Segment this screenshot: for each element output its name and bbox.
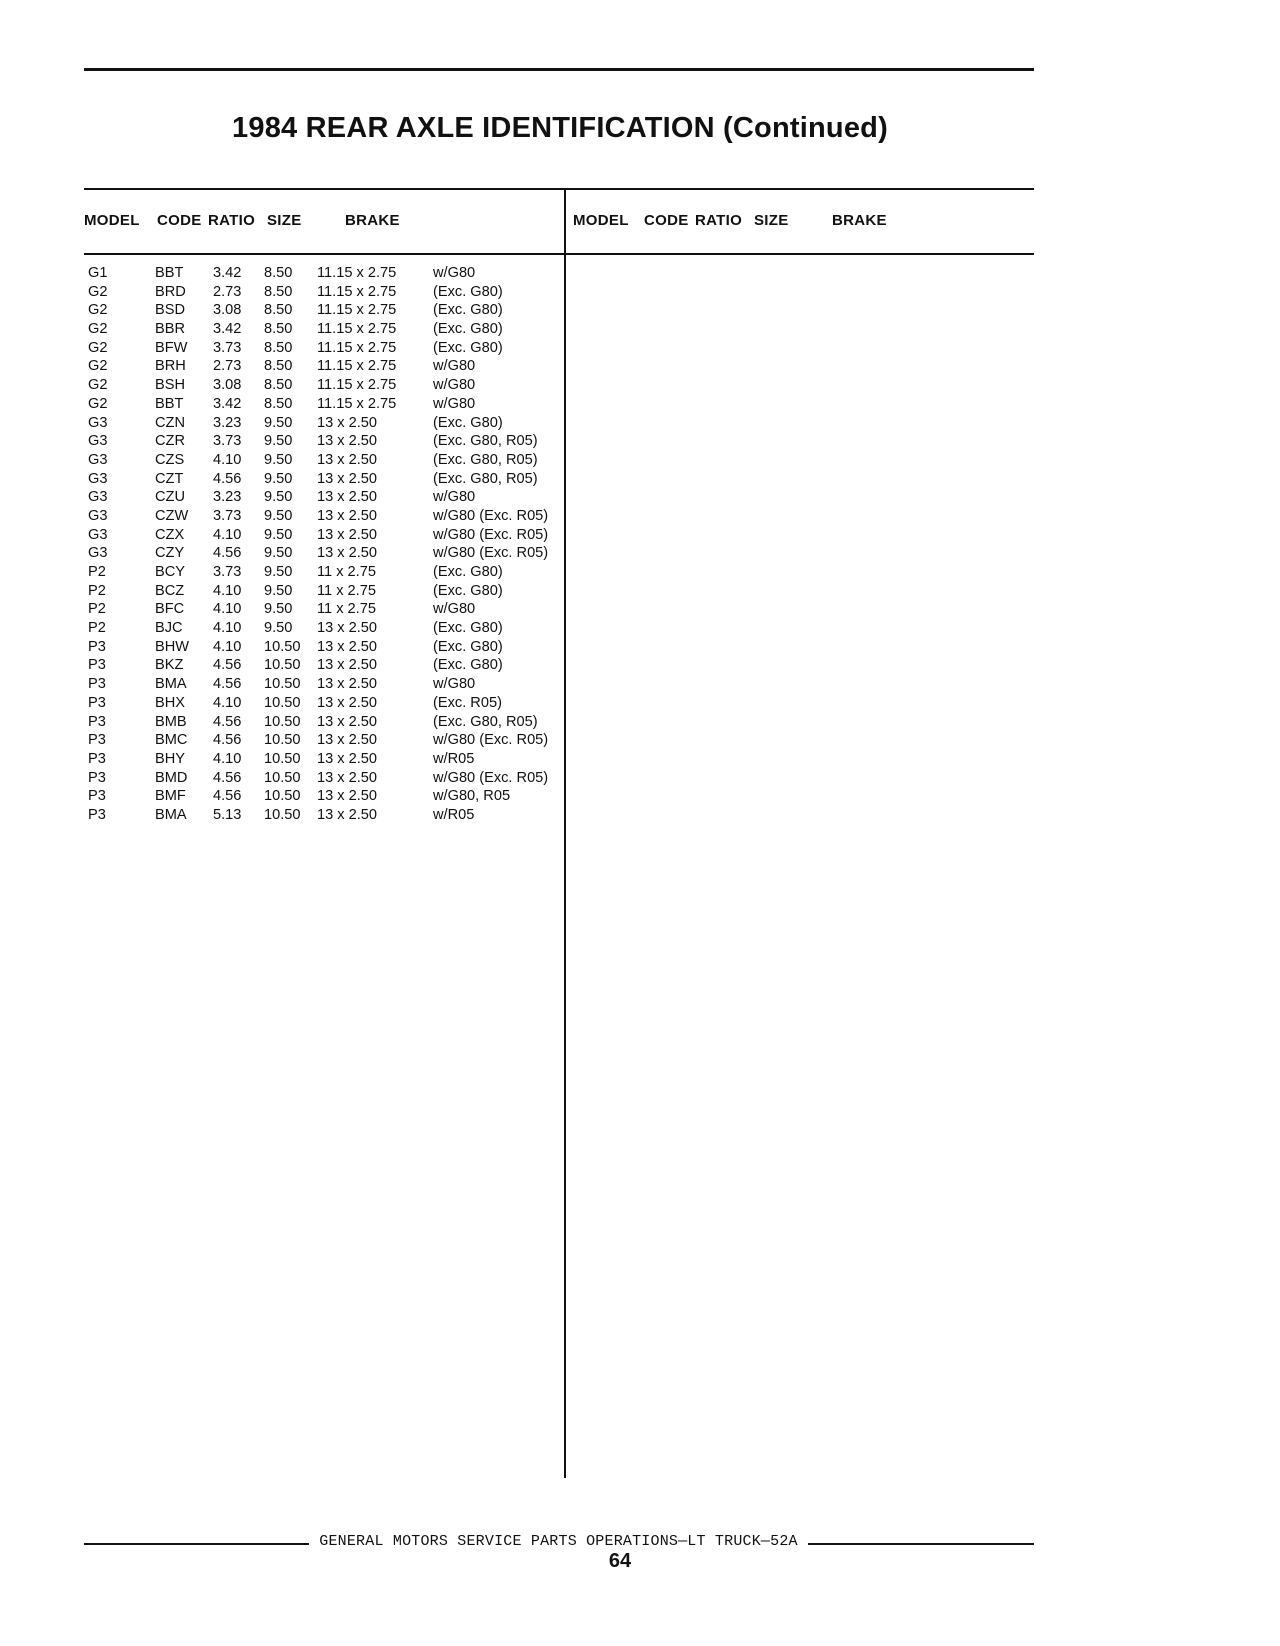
table-row bbox=[0, 582, 564, 601]
cell-size: 10.50 bbox=[264, 788, 301, 805]
table-row bbox=[0, 451, 564, 470]
cell-ratio: 4.10 bbox=[213, 582, 242, 599]
cell-brake: 13 x 2.50 bbox=[317, 676, 378, 693]
cell-code: BSD bbox=[155, 302, 186, 319]
table-row bbox=[0, 507, 564, 526]
cell-model: G2 bbox=[88, 358, 108, 375]
table-row bbox=[0, 264, 564, 283]
cell-ratio: 3.42 bbox=[213, 395, 242, 412]
cell-size: 9.50 bbox=[264, 451, 293, 468]
cell-note: w/G80 bbox=[433, 676, 476, 693]
cell-ratio: 4.56 bbox=[213, 676, 242, 693]
cell-model: P2 bbox=[88, 582, 106, 599]
cell-ratio: 4.56 bbox=[213, 545, 242, 562]
cell-brake: 13 x 2.50 bbox=[317, 788, 378, 805]
cell-code: BRH bbox=[155, 358, 186, 375]
cell-code: BMD bbox=[155, 769, 188, 786]
cell-code: BBR bbox=[155, 321, 186, 338]
cell-note: (Exc. G80) bbox=[433, 302, 503, 319]
cell-model: P2 bbox=[88, 620, 106, 637]
cell-size: 10.50 bbox=[264, 694, 301, 711]
cell-brake: 13 x 2.50 bbox=[317, 657, 378, 674]
cell-brake: 13 x 2.50 bbox=[317, 507, 378, 524]
cell-brake: 13 x 2.50 bbox=[317, 638, 378, 655]
cell-note: (Exc. G80) bbox=[433, 414, 503, 431]
table-header-rule bbox=[84, 253, 1034, 255]
cell-note: (Exc. G80) bbox=[433, 638, 503, 655]
cell-ratio: 3.73 bbox=[213, 433, 242, 450]
cell-code: BFW bbox=[155, 339, 188, 356]
cell-brake: 13 x 2.50 bbox=[317, 732, 378, 749]
footer-left-rule bbox=[84, 1543, 309, 1545]
table-row bbox=[0, 283, 564, 302]
page-title: 1984 REAR AXLE IDENTIFICATION (Continued) bbox=[232, 112, 888, 144]
right-header-size: SIZE bbox=[754, 212, 789, 229]
cell-model: P3 bbox=[88, 806, 106, 823]
footer-right-rule bbox=[808, 1543, 1034, 1545]
cell-size: 8.50 bbox=[264, 265, 293, 281]
cell-model: P3 bbox=[88, 788, 106, 805]
cell-model: P3 bbox=[88, 732, 106, 749]
cell-brake: 13 x 2.50 bbox=[317, 414, 378, 431]
cell-ratio: 4.56 bbox=[213, 769, 242, 786]
table-row bbox=[0, 769, 564, 788]
footer-text: GENERAL MOTORS SERVICE PARTS OPERATIONS—LT TRUCK—52A bbox=[319, 1533, 798, 1550]
cell-code: BHX bbox=[155, 694, 186, 711]
cell-ratio: 2.73 bbox=[213, 283, 242, 300]
cell-size: 8.50 bbox=[264, 358, 293, 375]
table-row bbox=[0, 376, 564, 395]
cell-brake: 13 x 2.50 bbox=[317, 451, 378, 468]
cell-note: w/R05 bbox=[433, 750, 475, 767]
cell-code: BHW bbox=[155, 638, 190, 655]
cell-code: BKZ bbox=[155, 657, 184, 674]
cell-ratio: 4.10 bbox=[213, 694, 242, 711]
cell-brake: 11.15 x 2.75 bbox=[317, 377, 397, 394]
cell-brake: 13 x 2.50 bbox=[317, 470, 378, 487]
cell-code: BMB bbox=[155, 713, 187, 730]
cell-note: (Exc. G80) bbox=[433, 564, 503, 580]
cell-code: BBT bbox=[155, 265, 184, 281]
cell-size: 10.50 bbox=[264, 732, 301, 749]
cell-brake: 11.15 x 2.75 bbox=[317, 358, 397, 375]
table-row bbox=[0, 563, 564, 582]
cell-note: w/G80 (Exc. R05) bbox=[433, 732, 549, 749]
left-header-size: SIZE bbox=[267, 212, 302, 229]
cell-model: G3 bbox=[88, 433, 108, 450]
cell-brake: 11.15 x 2.75 bbox=[317, 395, 397, 412]
cell-brake: 13 x 2.50 bbox=[317, 433, 378, 450]
cell-model: G3 bbox=[88, 470, 108, 487]
cell-code: BMC bbox=[155, 732, 188, 749]
cell-model: P3 bbox=[88, 676, 106, 693]
cell-brake: 11 x 2.75 bbox=[317, 601, 376, 618]
cell-note: w/G80 bbox=[433, 601, 476, 618]
cell-code: BFC bbox=[155, 601, 185, 618]
cell-code: BCZ bbox=[155, 582, 185, 599]
cell-model: G3 bbox=[88, 507, 108, 524]
cell-code: CZT bbox=[155, 470, 184, 487]
cell-ratio: 4.10 bbox=[213, 451, 242, 468]
cell-note: w/G80 bbox=[433, 358, 476, 375]
cell-ratio: 3.42 bbox=[213, 265, 242, 281]
page-number: 64 bbox=[608, 1550, 632, 1572]
table-row bbox=[0, 638, 564, 657]
cell-model: G2 bbox=[88, 321, 108, 338]
cell-note: (Exc. G80) bbox=[433, 339, 503, 356]
cell-code: BRD bbox=[155, 283, 186, 300]
cell-ratio: 3.73 bbox=[213, 339, 242, 356]
cell-model: G2 bbox=[88, 283, 108, 300]
cell-code: CZX bbox=[155, 526, 185, 543]
cell-brake: 11.15 x 2.75 bbox=[317, 339, 397, 356]
cell-brake: 13 x 2.50 bbox=[317, 750, 378, 767]
cell-note: (Exc. G80) bbox=[433, 620, 503, 637]
cell-brake: 13 x 2.50 bbox=[317, 545, 378, 562]
cell-ratio: 4.56 bbox=[213, 713, 242, 730]
table-row bbox=[0, 619, 564, 638]
cell-size: 9.50 bbox=[264, 526, 293, 543]
cell-code: BSH bbox=[155, 377, 186, 394]
cell-size: 8.50 bbox=[264, 377, 293, 394]
axle-table-rows bbox=[0, 264, 564, 825]
cell-model: G2 bbox=[88, 377, 108, 394]
cell-ratio: 3.23 bbox=[213, 414, 242, 431]
cell-note: (Exc. G80, R05) bbox=[433, 451, 538, 468]
cell-model: P3 bbox=[88, 694, 106, 711]
cell-model: G2 bbox=[88, 339, 108, 356]
cell-size: 9.50 bbox=[264, 582, 293, 599]
cell-model: P3 bbox=[88, 750, 106, 767]
cell-note: w/G80, R05 bbox=[433, 788, 511, 805]
cell-model: P3 bbox=[88, 769, 106, 786]
cell-note: w/G80 (Exc. R05) bbox=[433, 545, 549, 562]
cell-brake: 13 x 2.50 bbox=[317, 769, 378, 786]
right-header-model: MODEL bbox=[573, 212, 629, 229]
cell-brake: 13 x 2.50 bbox=[317, 713, 378, 730]
cell-size: 9.50 bbox=[264, 414, 293, 431]
cell-model: P3 bbox=[88, 638, 106, 655]
cell-ratio: 3.73 bbox=[213, 564, 242, 580]
table-row bbox=[0, 488, 564, 507]
cell-model: P2 bbox=[88, 564, 106, 580]
cell-model: G2 bbox=[88, 302, 108, 319]
table-row bbox=[0, 526, 564, 545]
cell-brake: 11.15 x 2.75 bbox=[317, 321, 397, 338]
cell-note: w/G80 bbox=[433, 377, 476, 394]
cell-note: w/G80 (Exc. R05) bbox=[433, 526, 549, 543]
cell-code: BHY bbox=[155, 750, 186, 767]
table-row bbox=[0, 544, 564, 563]
table-row bbox=[0, 694, 564, 713]
cell-note: (Exc. G80) bbox=[433, 582, 503, 599]
cell-model: G3 bbox=[88, 545, 108, 562]
column-divider bbox=[564, 188, 566, 1478]
table-row bbox=[0, 787, 564, 806]
cell-size: 10.50 bbox=[264, 657, 301, 674]
cell-size: 8.50 bbox=[264, 283, 293, 300]
cell-ratio: 2.73 bbox=[213, 358, 242, 375]
cell-brake: 13 x 2.50 bbox=[317, 806, 378, 823]
cell-size: 9.50 bbox=[264, 489, 293, 506]
cell-ratio: 3.08 bbox=[213, 302, 242, 319]
cell-size: 9.50 bbox=[264, 507, 293, 524]
cell-ratio: 4.56 bbox=[213, 657, 242, 674]
cell-code: BBT bbox=[155, 395, 184, 412]
cell-ratio: 5.13 bbox=[213, 806, 242, 823]
cell-size: 8.50 bbox=[264, 395, 293, 412]
cell-note: (Exc. G80) bbox=[433, 283, 503, 300]
cell-brake: 11 x 2.75 bbox=[317, 582, 376, 599]
cell-size: 9.50 bbox=[264, 433, 293, 450]
table-row bbox=[0, 414, 564, 433]
cell-size: 9.50 bbox=[264, 470, 293, 487]
cell-size: 8.50 bbox=[264, 339, 293, 356]
cell-note: w/G80 bbox=[433, 395, 476, 412]
cell-code: CZU bbox=[155, 489, 185, 506]
top-rule bbox=[84, 68, 1034, 71]
cell-brake: 13 x 2.50 bbox=[317, 620, 378, 637]
cell-brake: 11.15 x 2.75 bbox=[317, 302, 397, 319]
cell-model: P3 bbox=[88, 713, 106, 730]
table-row bbox=[0, 731, 564, 750]
cell-code: BCY bbox=[155, 564, 186, 580]
cell-model: G3 bbox=[88, 526, 108, 543]
cell-note: (Exc. G80, R05) bbox=[433, 713, 538, 730]
cell-code: CZS bbox=[155, 451, 185, 468]
cell-ratio: 4.56 bbox=[213, 470, 242, 487]
cell-size: 9.50 bbox=[264, 545, 293, 562]
cell-note: (Exc. G80) bbox=[433, 321, 503, 338]
table-top-rule bbox=[84, 188, 1034, 190]
cell-brake: 13 x 2.50 bbox=[317, 694, 378, 711]
cell-model: P3 bbox=[88, 657, 106, 674]
cell-brake: 13 x 2.50 bbox=[317, 489, 378, 506]
table-row bbox=[0, 339, 564, 358]
table-row bbox=[0, 806, 564, 825]
cell-note: (Exc. G80) bbox=[433, 657, 503, 674]
cell-ratio: 3.42 bbox=[213, 321, 242, 338]
cell-model: G3 bbox=[88, 451, 108, 468]
cell-ratio: 4.10 bbox=[213, 638, 242, 655]
table-row bbox=[0, 713, 564, 732]
cell-size: 9.50 bbox=[264, 620, 293, 637]
cell-ratio: 4.10 bbox=[213, 750, 242, 767]
cell-size: 10.50 bbox=[264, 806, 301, 823]
cell-model: G2 bbox=[88, 395, 108, 412]
table-row bbox=[0, 320, 564, 339]
cell-size: 10.50 bbox=[264, 769, 301, 786]
cell-code: CZW bbox=[155, 507, 189, 524]
cell-ratio: 4.56 bbox=[213, 732, 242, 749]
cell-brake: 11.15 x 2.75 bbox=[317, 283, 397, 300]
cell-note: w/G80 (Exc. R05) bbox=[433, 769, 549, 786]
cell-size: 9.50 bbox=[264, 601, 293, 618]
table-row bbox=[0, 600, 564, 619]
left-header-brake: BRAKE bbox=[345, 212, 400, 229]
cell-size: 10.50 bbox=[264, 713, 301, 730]
table-row bbox=[0, 470, 564, 489]
cell-code: CZY bbox=[155, 545, 185, 562]
right-header-code: CODE bbox=[644, 212, 689, 229]
cell-code: BJC bbox=[155, 620, 183, 637]
cell-model: P2 bbox=[88, 601, 106, 618]
table-row bbox=[0, 750, 564, 769]
cell-size: 8.50 bbox=[264, 321, 293, 338]
right-header-brake: BRAKE bbox=[832, 212, 887, 229]
table-row bbox=[0, 357, 564, 376]
cell-note: w/G80 (Exc. R05) bbox=[433, 507, 549, 524]
cell-ratio: 4.10 bbox=[213, 601, 242, 618]
cell-note: w/G80 bbox=[433, 489, 476, 506]
cell-model: G3 bbox=[88, 489, 108, 506]
cell-ratio: 3.08 bbox=[213, 377, 242, 394]
cell-ratio: 4.10 bbox=[213, 620, 242, 637]
cell-note: (Exc. G80, R05) bbox=[433, 433, 538, 450]
table-row bbox=[0, 656, 564, 675]
table-row bbox=[0, 675, 564, 694]
cell-brake: 11 x 2.75 bbox=[317, 564, 376, 580]
cell-ratio: 3.23 bbox=[213, 489, 242, 506]
cell-note: w/R05 bbox=[433, 806, 475, 823]
cell-code: CZN bbox=[155, 414, 185, 431]
table-row bbox=[0, 432, 564, 451]
cell-code: BMF bbox=[155, 788, 186, 805]
cell-code: BMA bbox=[155, 676, 187, 693]
cell-ratio: 4.10 bbox=[213, 526, 242, 543]
cell-brake: 11.15 x 2.75 bbox=[317, 265, 397, 281]
cell-ratio: 3.73 bbox=[213, 507, 242, 524]
left-header-model: MODEL bbox=[84, 212, 140, 229]
right-header-ratio: RATIO bbox=[695, 212, 743, 229]
cell-note: w/G80 bbox=[433, 265, 476, 281]
cell-ratio: 4.56 bbox=[213, 788, 242, 805]
cell-note: (Exc. G80, R05) bbox=[433, 470, 538, 487]
cell-model: G3 bbox=[88, 414, 108, 431]
cell-code: BMA bbox=[155, 806, 187, 823]
table-row bbox=[0, 301, 564, 320]
cell-code: CZR bbox=[155, 433, 185, 450]
cell-size: 8.50 bbox=[264, 302, 293, 319]
cell-size: 10.50 bbox=[264, 676, 301, 693]
cell-brake: 13 x 2.50 bbox=[317, 526, 378, 543]
cell-note: (Exc. R05) bbox=[433, 694, 502, 711]
cell-size: 9.50 bbox=[264, 564, 293, 580]
cell-model: G1 bbox=[88, 265, 108, 281]
left-header-code: CODE bbox=[157, 212, 202, 229]
cell-size: 10.50 bbox=[264, 750, 301, 767]
table-row bbox=[0, 395, 564, 414]
cell-size: 10.50 bbox=[264, 638, 301, 655]
left-header-ratio: RATIO bbox=[208, 212, 256, 229]
